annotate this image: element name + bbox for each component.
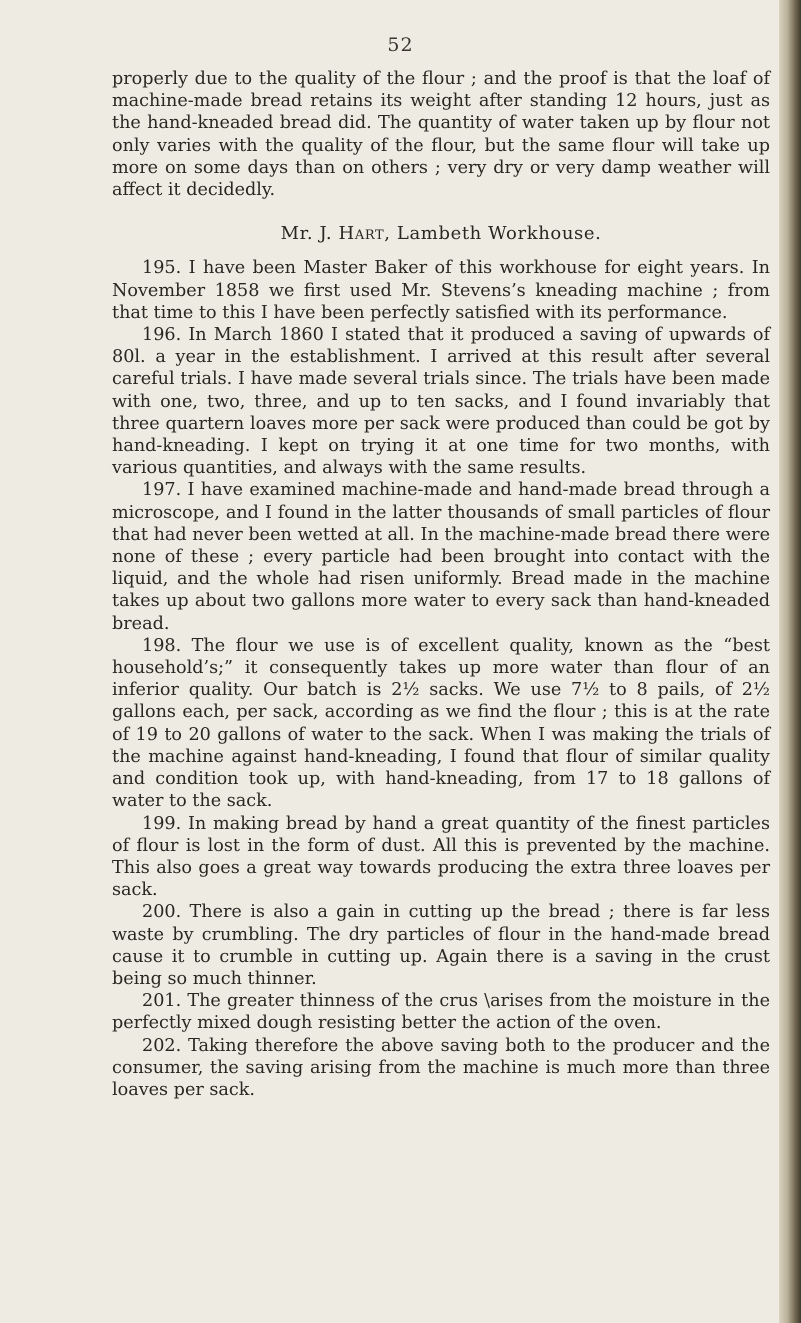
paragraph-200: 200. There is also a gain in cutting up the bread ; there is far less waste by crumbling. The dry particles of flour in the hand-made bread cause it to crumble in cutting up. Again there is a saving in the crust being so much thinner. [112, 902, 770, 989]
page-body [112, 68, 770, 1101]
paragraph-195: 195. I have been Master Baker of this workhouse for eight years. In November 1858 we first used Mr. Stevens’s kneading machine ; from that time to this I have been perfectly satisfied with its performance. [112, 258, 770, 323]
intro-paragraph: properly due to the quality of the flour ; and the proof is that the loaf of machine-made bread retains its weight after standing 12 hours, just as the hand-kneaded bread did. The quantity of water taken up by flour not only varies with the quality of the flour, but the same flour will take up more on some days than on others ; very dry or very damp weather will affect it decidedly. [112, 69, 770, 201]
heading-name: Hart [338, 223, 385, 245]
heading-prefix: Mr. J. [280, 223, 339, 245]
page-edge-shadow [779, 0, 801, 1323]
paragraph-199: 199. In making bread by hand a great quantity of the finest particles of flour is lost in the form of dust. All this is prevented by the machine. This also goes a great way towards producing the extra three loaves per sack. [112, 813, 770, 901]
paragraph-196: 196. In March 1860 I stated that it produced a saving of upwards of 80l. a year in the establishment. I arrived at this result after several careful trials. I have made several trials since. The trials have been made with one, two, three, and up to ten sacks, and I found invariably that three quartern loaves more per sack were produced than could be got by hand-kneading. I kept on trying it at one time for two months, with various quantities, and always with the same results. [112, 325, 770, 479]
heading-suffix: , Lambeth Workhouse. [384, 223, 602, 245]
paragraph-202: 202. Taking therefore the above saving both to the producer and the consumer, the saving arising from the machine is much more than three loaves per sack. [112, 1035, 770, 1100]
paragraph-198: 198. The flour we use is of excellent quality, known as the “best household’s;” it consequently takes up more water than flour of an inferior quality. Our batch is 2½ sacks. We use 7½ to 8 pails, of 2½ gallons each, per sack, according as we find the flour ; this is at the rate of 19 to 20 gallons of water to the sack. When I was making the trials of the machine against hand-kneading, I found that flour of similar quality and condition took up, with hand-kneading, from 17 to 18 gallons of water to the sack. [112, 635, 770, 812]
paragraph-201: 201. The greater thinness of the crus \arises from the moisture in the perfectly mixed dough resisting better the action of the oven. [112, 991, 770, 1034]
page-number: 52 [387, 34, 414, 56]
section-heading [112, 223, 770, 245]
paragraph-197: 197. I have examined machine-made and hand-made bread through a microscope, and I found in the latter thousands of small particles of flour that had never been wetted at all. In the machine-made bread there were none of these ; every particle had been brought into contact with the liquid, and the whole had risen uniformly. Bread made in the machine takes up about two gallons more water to every sack than hand-kneaded bread. [112, 480, 770, 634]
